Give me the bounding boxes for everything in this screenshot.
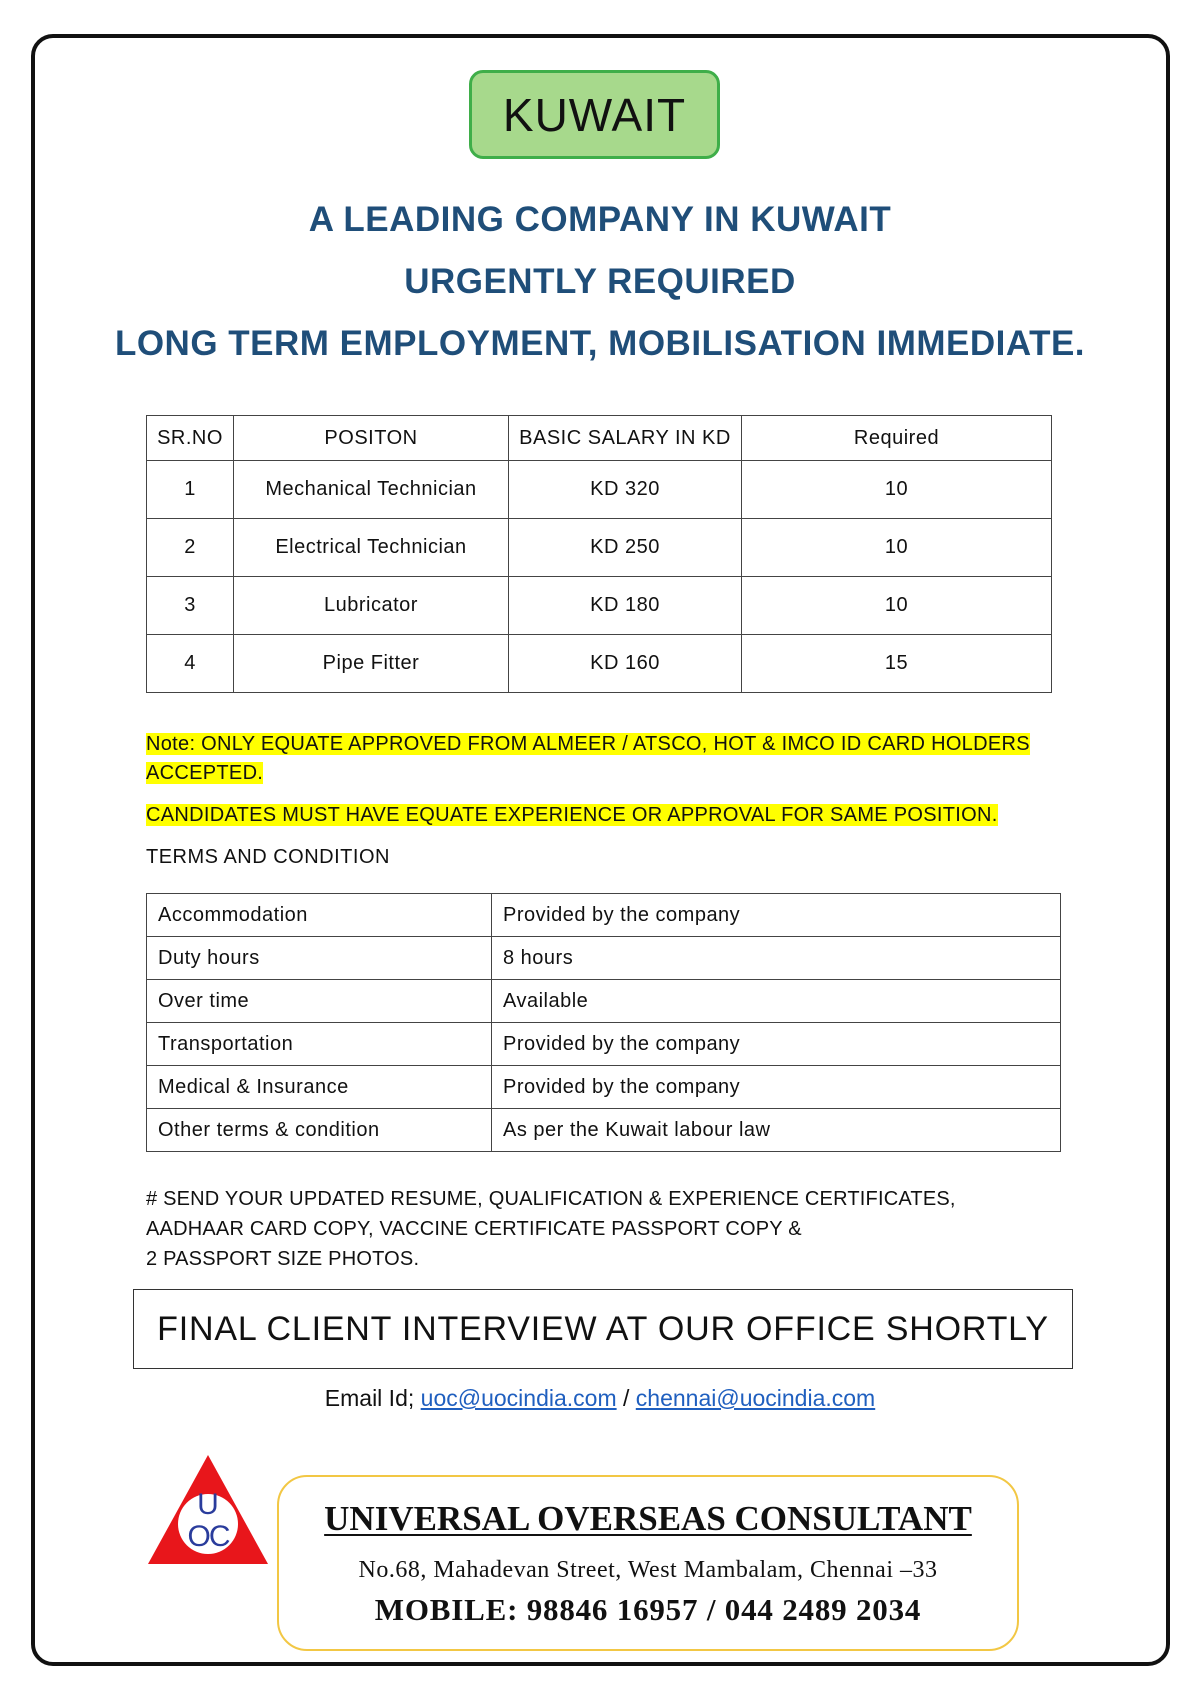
term-label: Medical & Insurance — [147, 1066, 492, 1109]
term-value: Provided by the company — [492, 1066, 1061, 1109]
cell-required: 10 — [742, 519, 1052, 577]
email-link-uoc[interactable]: uoc@uocindia.com — [420, 1385, 617, 1411]
email-link-chennai[interactable]: chennai@uocindia.com — [635, 1385, 876, 1411]
term-value: Provided by the company — [492, 1023, 1061, 1066]
headline-urgent: URGENTLY REQUIRED — [404, 262, 796, 301]
table-row — [147, 980, 1061, 1023]
positions-table — [146, 415, 1052, 693]
email-contact — [0, 1385, 1200, 1412]
term-label: Duty hours — [147, 937, 492, 980]
table-row — [147, 937, 1061, 980]
header-sr-no: SR.NO — [147, 416, 234, 461]
svg-text:OC: OC — [187, 1520, 229, 1553]
country-label: KUWAIT — [502, 88, 687, 141]
header-salary: BASIC SALARY IN KD — [509, 416, 742, 461]
headline-company: A LEADING COMPANY IN KUWAIT — [308, 200, 892, 239]
headline-employment: LONG TERM EMPLOYMENT, MOBILISATION IMMEDIATE. — [114, 324, 1086, 363]
table-row — [147, 1066, 1061, 1109]
application-instructions — [146, 1184, 956, 1274]
table-row — [147, 1023, 1061, 1066]
term-label: Transportation — [147, 1023, 492, 1066]
note-equate-approval-text: Note: ONLY EQUATE APPROVED FROM ALMEER / ATSCO, HOT & IMCO ID CARD HOLDERS ACCEPTED. — [146, 733, 1030, 784]
cell-required: 15 — [742, 635, 1052, 693]
cell-required: 10 — [742, 577, 1052, 635]
term-value: 8 hours — [492, 937, 1061, 980]
cell-salary: KD 250 — [509, 519, 742, 577]
term-value: As per the Kuwait labour law — [492, 1109, 1061, 1152]
term-label: Accommodation — [147, 894, 492, 937]
cell-sr-no: 3 — [147, 577, 234, 635]
instructions-line: AADHAAR CARD COPY, VACCINE CERTIFICATE PASSPORT COPY & — [146, 1218, 802, 1240]
company-name — [279, 1499, 1017, 1539]
table-row — [147, 519, 1052, 577]
cell-position: Electrical Technician — [234, 519, 509, 577]
note-experience-required — [146, 801, 998, 830]
cell-salary: KD 320 — [509, 461, 742, 519]
table-row — [147, 461, 1052, 519]
cell-sr-no: 4 — [147, 635, 234, 693]
terms-title: TERMS AND CONDITION — [146, 846, 390, 868]
note-experience-required-text: CANDIDATES MUST HAVE EQUATE EXPERIENCE OR APPROVAL FOR SAME POSITION. — [146, 804, 998, 826]
term-label: Other terms & condition — [147, 1109, 492, 1152]
instructions-line: 2 PASSPORT SIZE PHOTOS. — [146, 1248, 420, 1270]
positions-header-row — [147, 416, 1052, 461]
country-badge — [469, 70, 720, 159]
table-row — [147, 577, 1052, 635]
interview-text: FINAL CLIENT INTERVIEW AT OUR OFFICE SHORTLY — [157, 1309, 1049, 1348]
terms-table — [146, 893, 1061, 1152]
svg-text:U: U — [197, 1488, 219, 1521]
term-value: Available — [492, 980, 1061, 1023]
interview-banner — [133, 1289, 1073, 1369]
cell-sr-no: 1 — [147, 461, 234, 519]
company-address: No.68, Mahadevan Street, West Mambalam, Chennai –33 — [358, 1557, 938, 1583]
cell-position: Mechanical Technician — [234, 461, 509, 519]
email-separator: / — [623, 1385, 630, 1411]
cell-position: Lubricator — [234, 577, 509, 635]
company-address-box — [277, 1475, 1019, 1651]
cell-required: 10 — [742, 461, 1052, 519]
table-row — [147, 635, 1052, 693]
header-required: Required — [742, 416, 1052, 461]
table-row — [147, 894, 1061, 937]
cell-salary: KD 160 — [509, 635, 742, 693]
company-mobile: MOBILE: 98846 16957 / 044 2489 2034 — [374, 1592, 922, 1627]
email-label: Email Id; — [324, 1385, 415, 1411]
company-name-text: UNIVERSAL OVERSEAS CONSULTANT — [324, 1499, 972, 1538]
uoc-logo-icon — [146, 1450, 270, 1570]
cell-position: Pipe Fitter — [234, 635, 509, 693]
note-equate-approval — [146, 730, 1066, 788]
cell-salary: KD 180 — [509, 577, 742, 635]
header-position: POSITON — [234, 416, 509, 461]
cell-sr-no: 2 — [147, 519, 234, 577]
instructions-line: # SEND YOUR UPDATED RESUME, QUALIFICATION & EXPERIENCE CERTIFICATES, — [146, 1188, 956, 1210]
table-row — [147, 1109, 1061, 1152]
term-value: Provided by the company — [492, 894, 1061, 937]
term-label: Over time — [147, 980, 492, 1023]
